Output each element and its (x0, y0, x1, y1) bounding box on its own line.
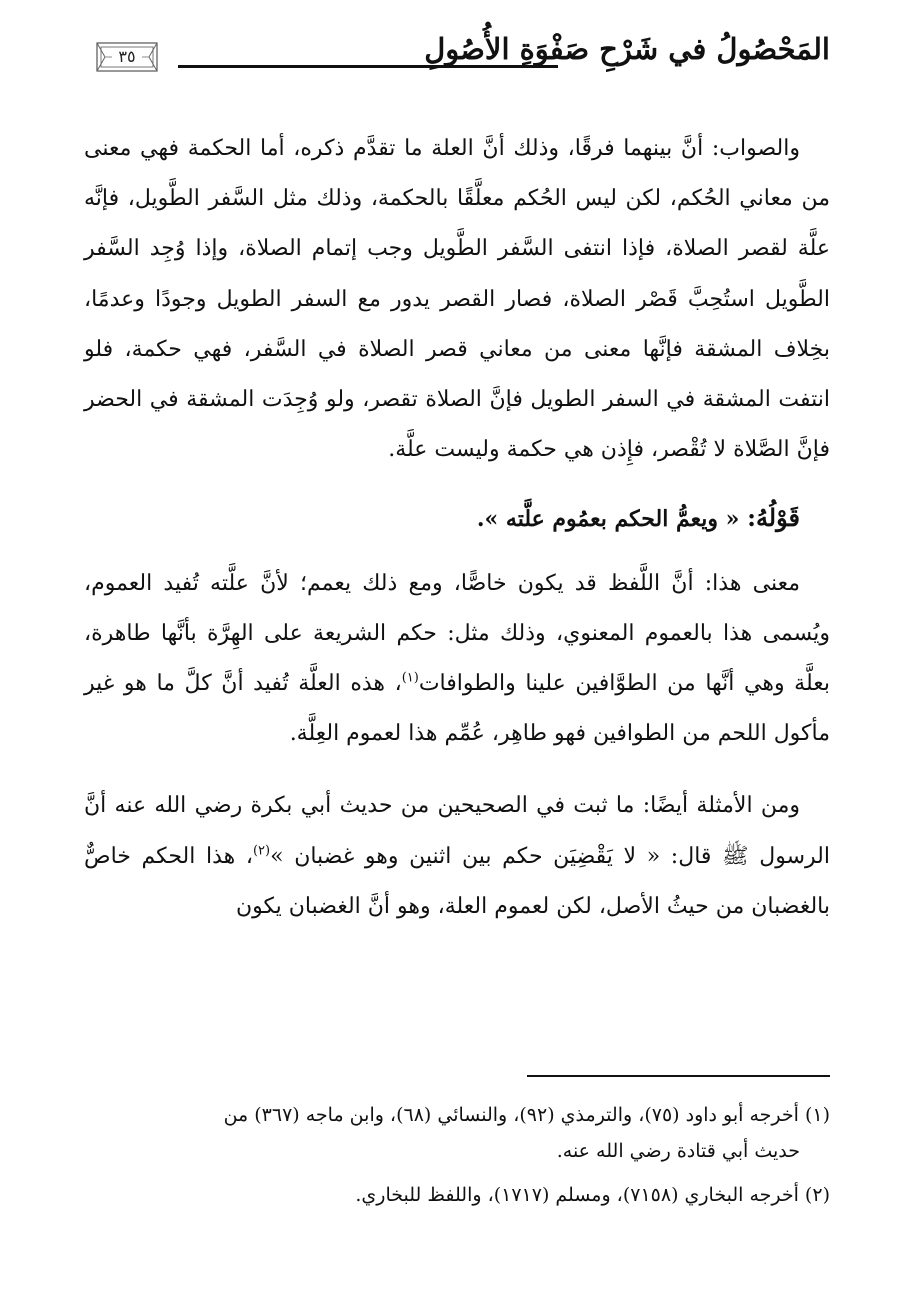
quote-label: قَوْلُهُ: (747, 503, 800, 533)
footnote-ref-2[interactable]: (٢) (252, 843, 271, 859)
footnotes (84, 1097, 830, 1221)
paragraph-2-text-b: ، هذه العلَّة تُفيد أنَّ كلَّ ما هو غير مأكول اللحم من الطوافين فهو طاهِر، عُمِّم هذا لعموم العِلَّة. (84, 671, 830, 747)
quoted-matn (84, 493, 830, 544)
page-number: ٣٥ (118, 47, 136, 66)
paragraph-3-text-b: ، هذا الحكم خاصٌّ بالغضبان من حيثُ الأصل، لكن لعموم العلة، وهو أنَّ الغضبان يكون (84, 843, 830, 919)
footnote-2: (٢) أخرجه البخاري (٧١٥٨)، ومسلم (١٧١٧)، واللفظ للبخاري. (355, 1184, 830, 1206)
book-title: المَحْصُولُ في شَرْحِ صَفْوَةِ الأُصُولِ (424, 32, 830, 66)
footnote-1-line-1: (١) أخرجه أبو داود (٧٥)، والترمذي (٩٢)، والنسائي (٦٨)، وابن ماجه (٣٦٧) من (223, 1104, 830, 1126)
paragraph-3 (84, 781, 830, 932)
paragraph-3-text-a: ومن الأمثلة أيضًا: ما ثبت في الصحيحين من حديث أبي بكرة رضي الله عنه أنَّ الرسول ﷺ قال: « لا يَقْضِيَن حكم بين اثنين وهو غضبان » (84, 793, 830, 869)
main-text (84, 124, 830, 932)
paragraph-2 (84, 559, 830, 760)
footnote-ref-1[interactable]: (١) (401, 670, 419, 686)
paragraph-1: والصواب: أنَّ بينهما فرقًا، وذلك أنَّ العلة ما تقدَّم ذكره، أما الحكمة فهي معنى من معاني الحُكم، لكن ليس الحُكم معلَّقًا بالحكمة، وذلك مثل السَّفر الطَّويل، فإنَّه علَّة لقصر الصلاة، فإذا انتفى السَّفر الطَّويل وجب إتمام الصلاة، وإذا وُجِد السَّفر الطَّويل استُحِبَّ قَصْر الصلاة، فصار القصر يدور مع السفر الطويل وجودًا وعدمًا، بخِلاف المشقة فإنَّها معنى من معاني قصر الصلاة في السَّفر، فهي حكمة، فلو انتفت المشقة في السفر الطويل فإنَّ الصلاة تقصر، ولو وُجِدَت المشقة في الحضر فإنَّ الصَّلاة لا تُقْصر، فإِذن هي حكمة وليست علَّة. (84, 136, 830, 463)
quote-text: « ويعمُّ الحكم بعمُوم علَّته ». (476, 506, 740, 533)
footnote-1-line-2: حديث أبي قتادة رضي الله عنه. (556, 1140, 800, 1162)
page-header (88, 22, 830, 82)
footnote-1 (84, 1097, 830, 1169)
paragraph-2-text-a: معنى هذا: أنَّ اللَّفظ قد يكون خاصًّا، ومع ذلك يعمم؛ لأنَّ علَّته تُفيد العموم، ويُسمى هذا بالعموم المعنوي، وذلك مثل: حكم الشريعة على الهِرَّة بأنَّها طاهرة، بعلَّة وهي أنَّها من الطوَّافين علينا والطوافات (84, 570, 830, 697)
page-number-badge (96, 42, 158, 72)
footnote-divider (527, 1075, 830, 1077)
